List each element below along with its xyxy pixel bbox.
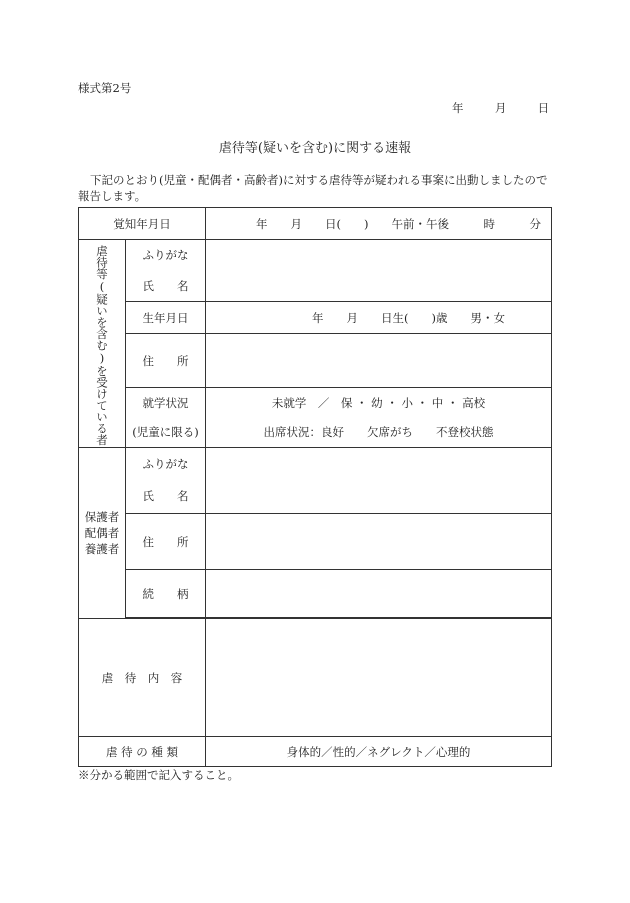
document-title: 虐待等(疑いを含む)に関する速報 [218,141,412,156]
guardian-name-field[interactable] [206,448,552,514]
victim-furigana-label: ふりがな [126,240,206,271]
footnote: ※分かる範囲で記入すること。 [78,768,239,782]
victim-name-field[interactable] [206,240,552,302]
victim-school-label: 就学状況 [126,388,206,418]
victim-birthdate-field[interactable]: 年 月 日生( )歳 男・女 [206,302,552,334]
report-form-table [78,207,552,767]
victim-group-text: 虐待等(疑いを含む)を受けている者 [95,245,109,446]
guardian-address-field[interactable] [206,514,552,570]
victim-address-field[interactable] [206,334,552,388]
guardian-furigana-label: ふりがな [126,448,206,480]
abuse-type-field[interactable]: 身体的／性的／ネグレクト／心理的 [206,737,552,767]
guardian-group-label [79,448,126,619]
date-year-label: 年 [452,101,464,115]
guardian-name-label: 氏 名 [126,480,206,514]
date-month-label: 月 [494,101,507,115]
victim-attendance-field[interactable]: 出席状況：良好 欠席がち 不登校状態 [206,418,552,448]
victim-address-label: 住 所 [126,334,206,388]
victim-group-label [79,240,126,448]
guardian-relation-label: 続 柄 [126,570,206,618]
guardian-label-line-1: 保護者 [84,510,120,524]
victim-name-label: 氏 名 [126,271,206,302]
awareness-date-field[interactable]: 年 月 日( ) 午前・午後 時 分 [206,208,552,240]
victim-school-note: (児童に限る) [126,418,206,448]
intro-text: 下記のとおり(児童・配偶者・高齢者)に対する虐待等が疑われる事案に出動しましたので報告します。 [78,173,548,203]
abuse-type-label: 虐 待 の 種 類 [79,737,206,767]
form-number: 様式第2号 [78,81,132,95]
date-header [452,100,549,116]
date-day-label: 日 [537,101,550,115]
guardian-label-line-2: 配偶者 [84,526,120,540]
abuse-content-label: 虐 待 内 容 [79,619,206,737]
row-awareness-date [79,208,552,240]
victim-birthdate-label: 生年月日 [126,302,206,334]
guardian-relation-field[interactable] [206,570,552,618]
abuse-content-field[interactable] [206,619,552,737]
guardian-label-line-3: 養護者 [84,542,120,556]
victim-school-field[interactable]: 未就学 ／ 保 ・ 幼 ・ 小 ・ 中 ・ 高校 [206,388,552,418]
awareness-date-label: 覚知年月日 [79,208,206,240]
guardian-address-label: 住 所 [126,514,206,570]
